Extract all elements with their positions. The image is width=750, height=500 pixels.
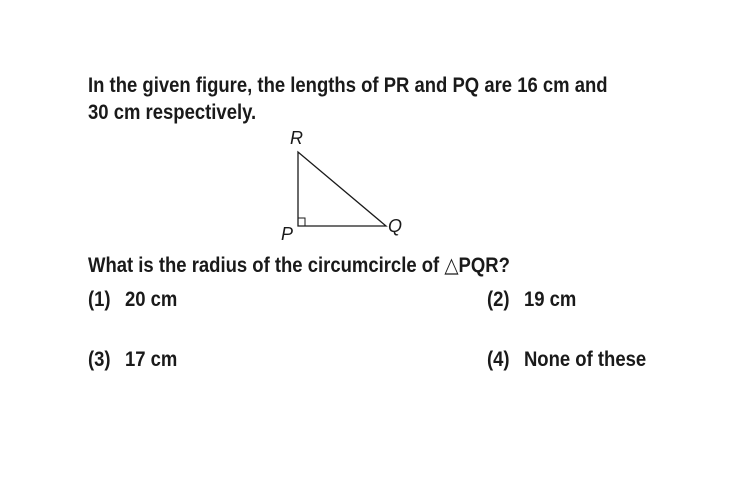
option-2[interactable]	[487, 288, 576, 312]
question-text	[88, 72, 616, 126]
option-3[interactable]	[88, 348, 177, 372]
question-prompt: What is the radius of the circumcircle of △PQR?	[88, 254, 510, 277]
vertex-label-q: Q	[388, 216, 403, 236]
question-line-2: 30 cm respectively.	[88, 101, 257, 124]
triangle-figure	[270, 125, 420, 245]
option-4-text: None of these	[523, 348, 647, 371]
option-4-number: (4)	[487, 348, 510, 371]
option-2-text: 19 cm	[523, 288, 577, 311]
right-angle-marker	[298, 218, 305, 226]
vertex-label-p: P	[281, 224, 294, 244]
question-line-1: In the given figure, the lengths of PR and PQ are 16 cm and	[88, 74, 608, 97]
option-1-text: 20 cm	[124, 288, 178, 311]
vertex-label-r: R	[290, 128, 303, 148]
option-1[interactable]	[88, 288, 177, 312]
triangle-diagram	[270, 125, 420, 245]
option-3-number: (3)	[88, 348, 111, 371]
triangle-pqr	[298, 152, 386, 226]
option-3-text: 17 cm	[124, 348, 178, 371]
option-2-number: (2)	[487, 288, 510, 311]
option-4[interactable]	[487, 348, 646, 372]
option-1-number: (1)	[88, 288, 111, 311]
